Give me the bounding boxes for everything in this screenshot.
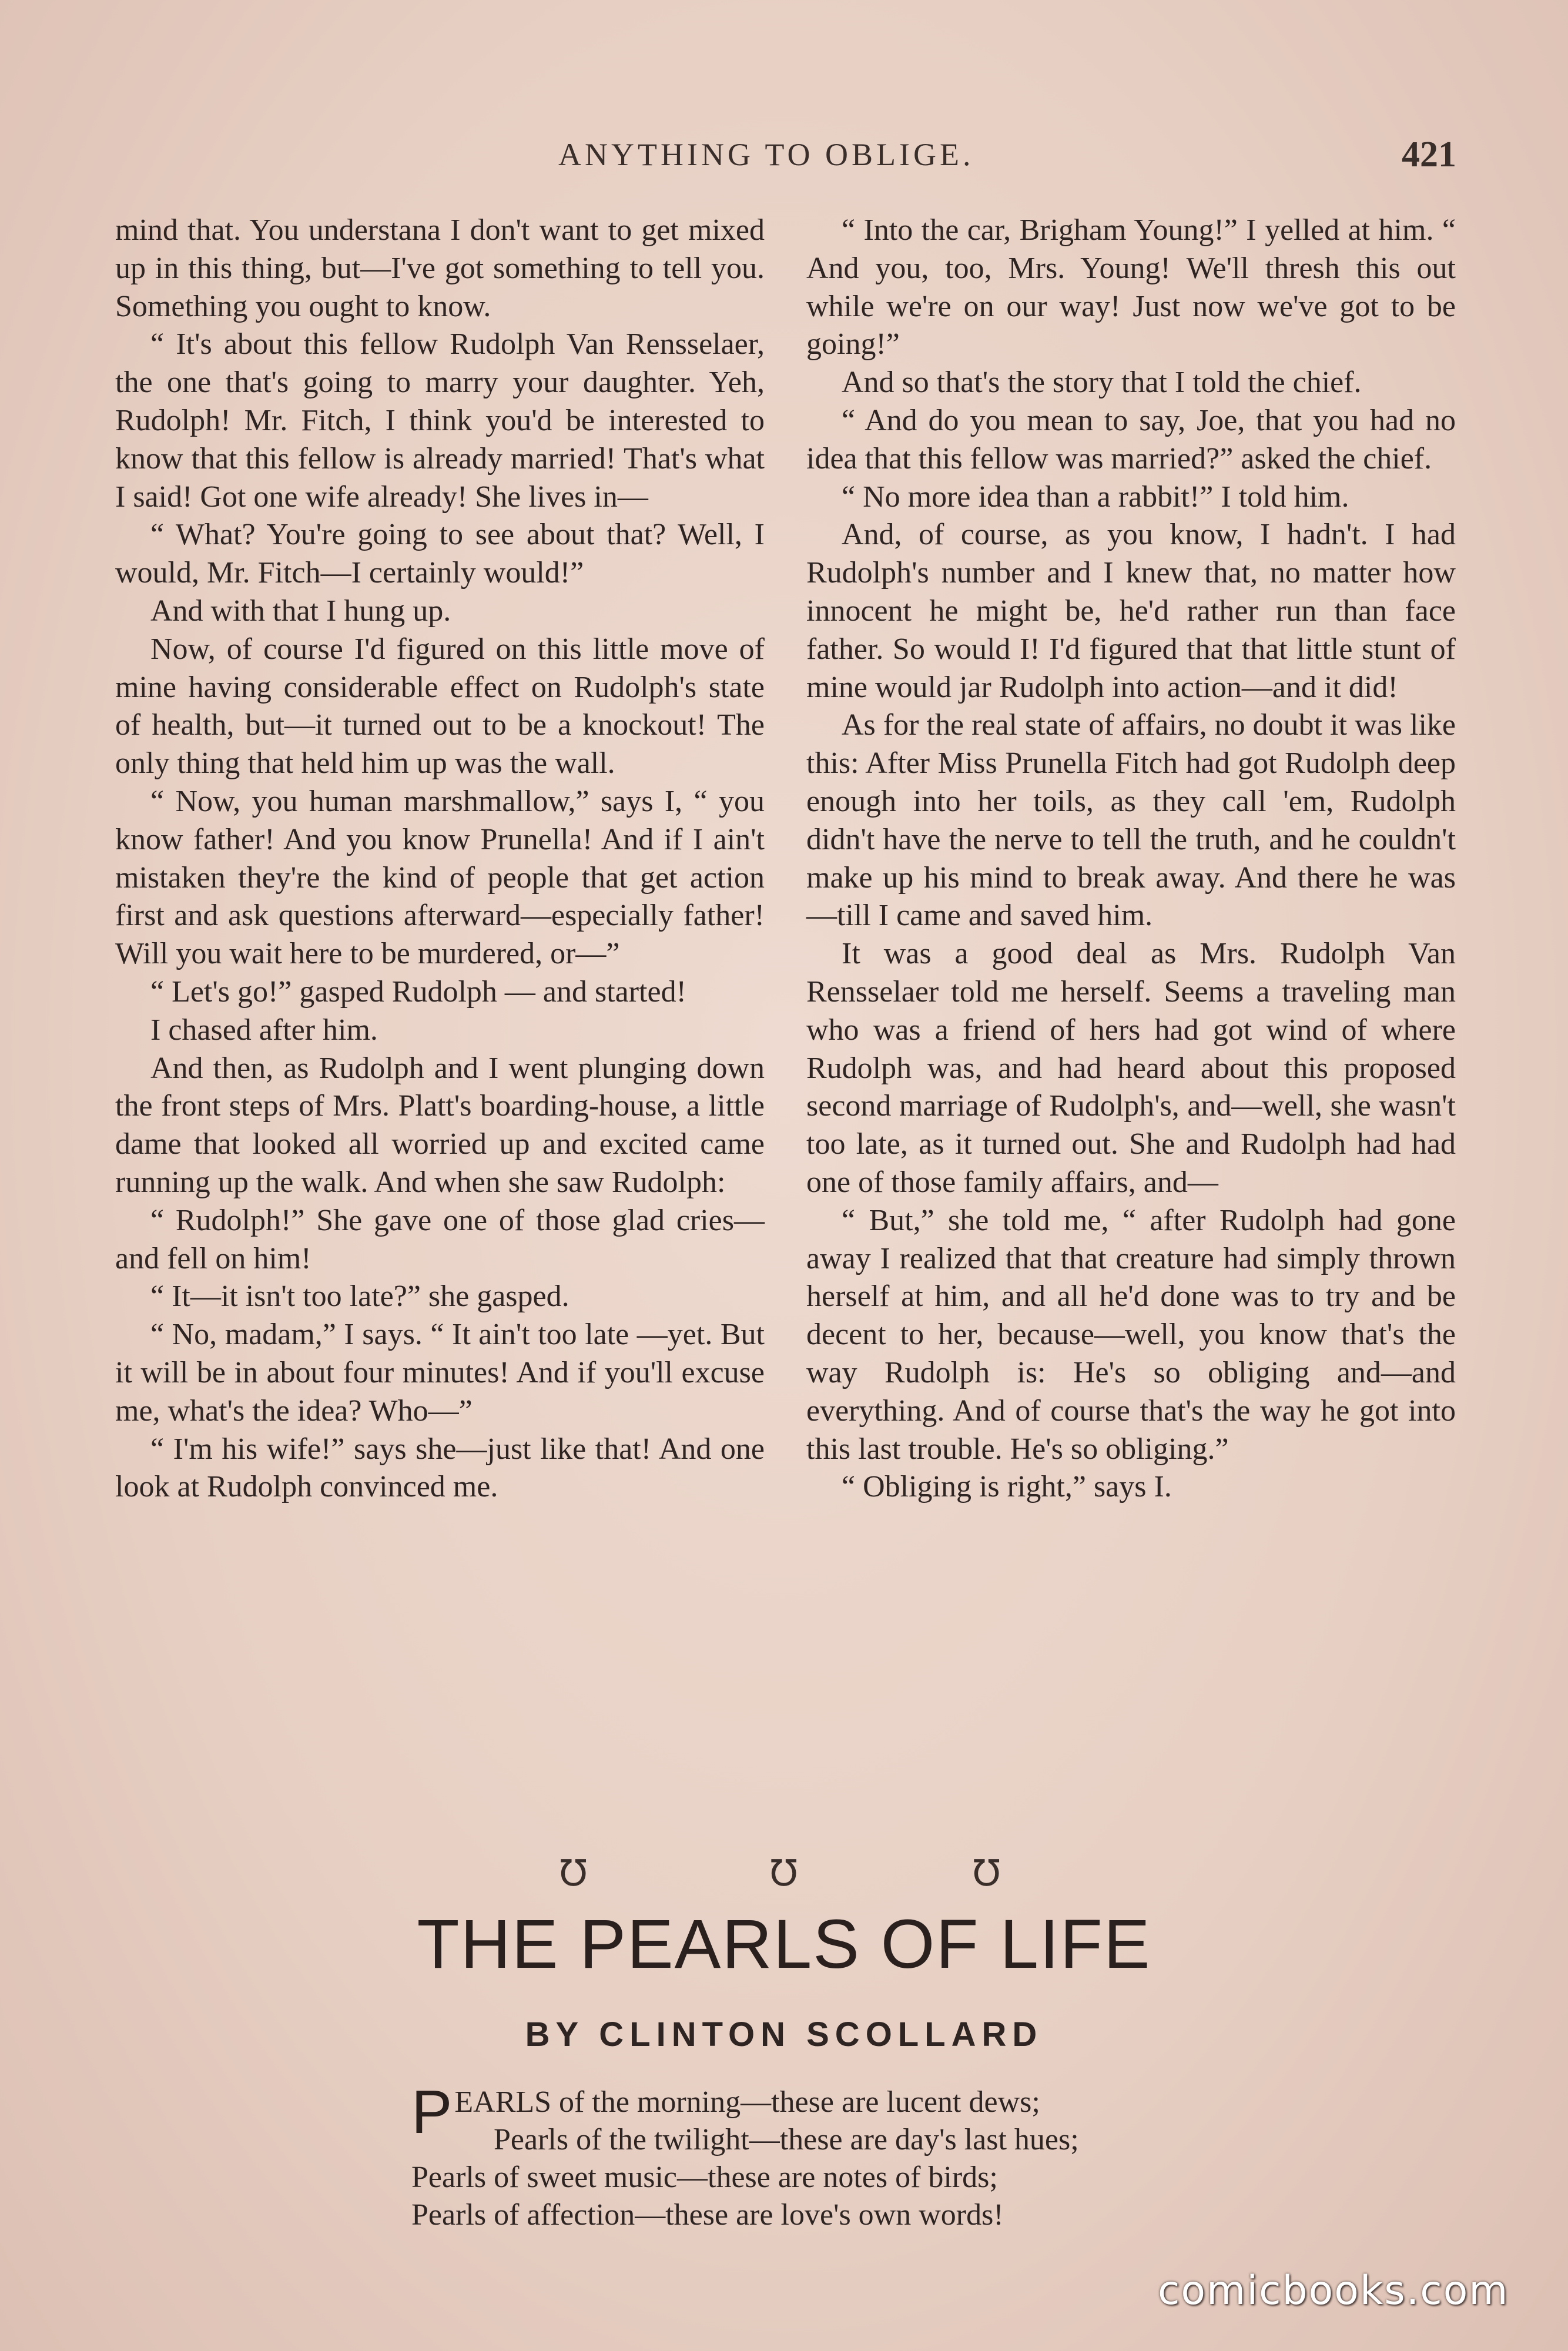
- paragraph: “ Obliging is right,” says I.: [842, 1470, 1172, 1504]
- left-column: [115, 212, 765, 1506]
- paragraph: Now, of course I'd figured on this little move of mine having considerable effect on Rudolph's state of health, but—it turned out to be a knockout! The only thing that held him up was the wall.: [115, 632, 765, 781]
- paragraph: And with that I hung up.: [150, 594, 451, 628]
- running-head: [0, 136, 1568, 189]
- paragraph: “ What? You're going to see about that? Well, I would, Mr. Fitch—I certainly would!”: [115, 518, 765, 590]
- ornament-icon: ℧: [770, 1851, 798, 1894]
- paragraph: As for the real state of affairs, no doubt it was like this: After Miss Prunella Fitch had got Rudolph deep enough into her toils, as they call 'em, Rudolph didn't have the nerve to tell the truth, and he couldn't make up his mind to break away. And there he was—till I came and saved him.: [806, 708, 1456, 933]
- paragraph: I chased after him.: [150, 1013, 378, 1047]
- paragraph: mind that. You understana I don't want to get mixed up in this thing, but—I've got something to tell you. Something you ought to know.: [115, 213, 765, 323]
- paragraph: It was a good deal as Mrs. Rudolph Van Rensselaer told me herself. Seems a traveling man who was a friend of hers had got wind of where Rudolph was, and had heard about this proposed second marriage of Rudolph's, and—well, she wasn't too late, as it turned out. She and Rudolph had had one of those family affairs, and—: [806, 937, 1456, 1199]
- paragraph: “ Rudolph!” She gave one of those glad cries—and fell on him!: [115, 1203, 765, 1275]
- drop-cap: P: [411, 2078, 453, 2146]
- watermark: comicbooks.com: [1158, 2268, 1509, 2314]
- poem-line: Pearls of the twilight—these are day's last hues;: [494, 2123, 1079, 2156]
- running-title: ANYTHING TO OBLIGE.: [558, 137, 974, 172]
- paragraph: “ Into the car, Brigham Young!” I yelled at him. “ And you, too, Mrs. Young! We'll thresh this out while we're on our way! Just now we've got to be going!”: [806, 213, 1456, 361]
- poem-line: Pearls of affection—these are love's own words!: [411, 2198, 1004, 2232]
- paragraph: “ I'm his wife!” says she—just like that! And one look at Rudolph convinced me.: [115, 1432, 765, 1504]
- paragraph: “ Let's go!” gasped Rudolph — and started!: [150, 974, 686, 1009]
- paragraph: “ It—it isn't too late?” she gasped.: [150, 1280, 569, 1314]
- poem-byline: BY CLINTON SCOLLARD: [525, 2015, 1043, 2054]
- paragraph: “ But,” she told me, “ after Rudolph had gone away I realized that that creature had simply thrown herself at him, and all he'd done was to try and be decent to her, because—well, you know that's the way Rudolph is: He's so obliging and—and everything. And of course that's the way he got into this last trouble. He's so obliging.”: [806, 1203, 1456, 1466]
- poem-line: Pearls of sweet music—these are notes of birds;: [411, 2161, 998, 2194]
- right-column: [806, 212, 1456, 1506]
- poem: [411, 2078, 1293, 2234]
- paragraph: “ No, madam,” I says. “ It ain't too late —yet. But it will be in about four minutes! And if you'll excuse me, what's the idea? Who—”: [115, 1318, 765, 1428]
- paragraph: “ It's about this fellow Rudolph Van Rensselaer, the one that's going to marry your daughter. Yeh, Rudolph! Mr. Fitch, I think you'd be interested to know that this fellow is already married! That's what I said! Got one wife already! She lives in—: [115, 327, 765, 514]
- section-divider: [0, 1851, 1568, 1898]
- paragraph: “ And do you mean to say, Joe, that you had no idea that this fellow was married?” asked the chief.: [806, 403, 1456, 475]
- paragraph: And so that's the story that I told the chief.: [842, 366, 1362, 400]
- paragraph: And then, as Rudolph and I went plunging down the front steps of Mrs. Platt's boarding-house, a little dame that looked all worried up and excited came running up the walk. And when she saw Rudolph:: [115, 1051, 765, 1199]
- poem-line: EARLS of the morning—these are lucent dews;: [454, 2085, 1040, 2119]
- paragraph: And, of course, as you know, I hadn't. I had Rudolph's number and I knew that, no matter how innocent he might be, he'd rather run than face father. So would I! I'd figured that that little stunt of mine would jar Rudolph into action—and it did!: [806, 518, 1456, 704]
- ornament-icon: ℧: [973, 1851, 1001, 1894]
- poem-title: THE PEARLS OF LIFE: [417, 1905, 1151, 1983]
- paragraph: “ Now, you human marshmallow,” says I, “ you know father! And you know Prunella! And if I ain't mistaken they're the kind of people that get action first and ask questions afterward—especially father! Will you wait here to be murdered, or—”: [115, 784, 765, 971]
- page-number: 421: [1402, 135, 1456, 175]
- ornament-icon: ℧: [559, 1851, 588, 1894]
- paragraph: “ No more idea than a rabbit!” I told him.: [842, 480, 1349, 514]
